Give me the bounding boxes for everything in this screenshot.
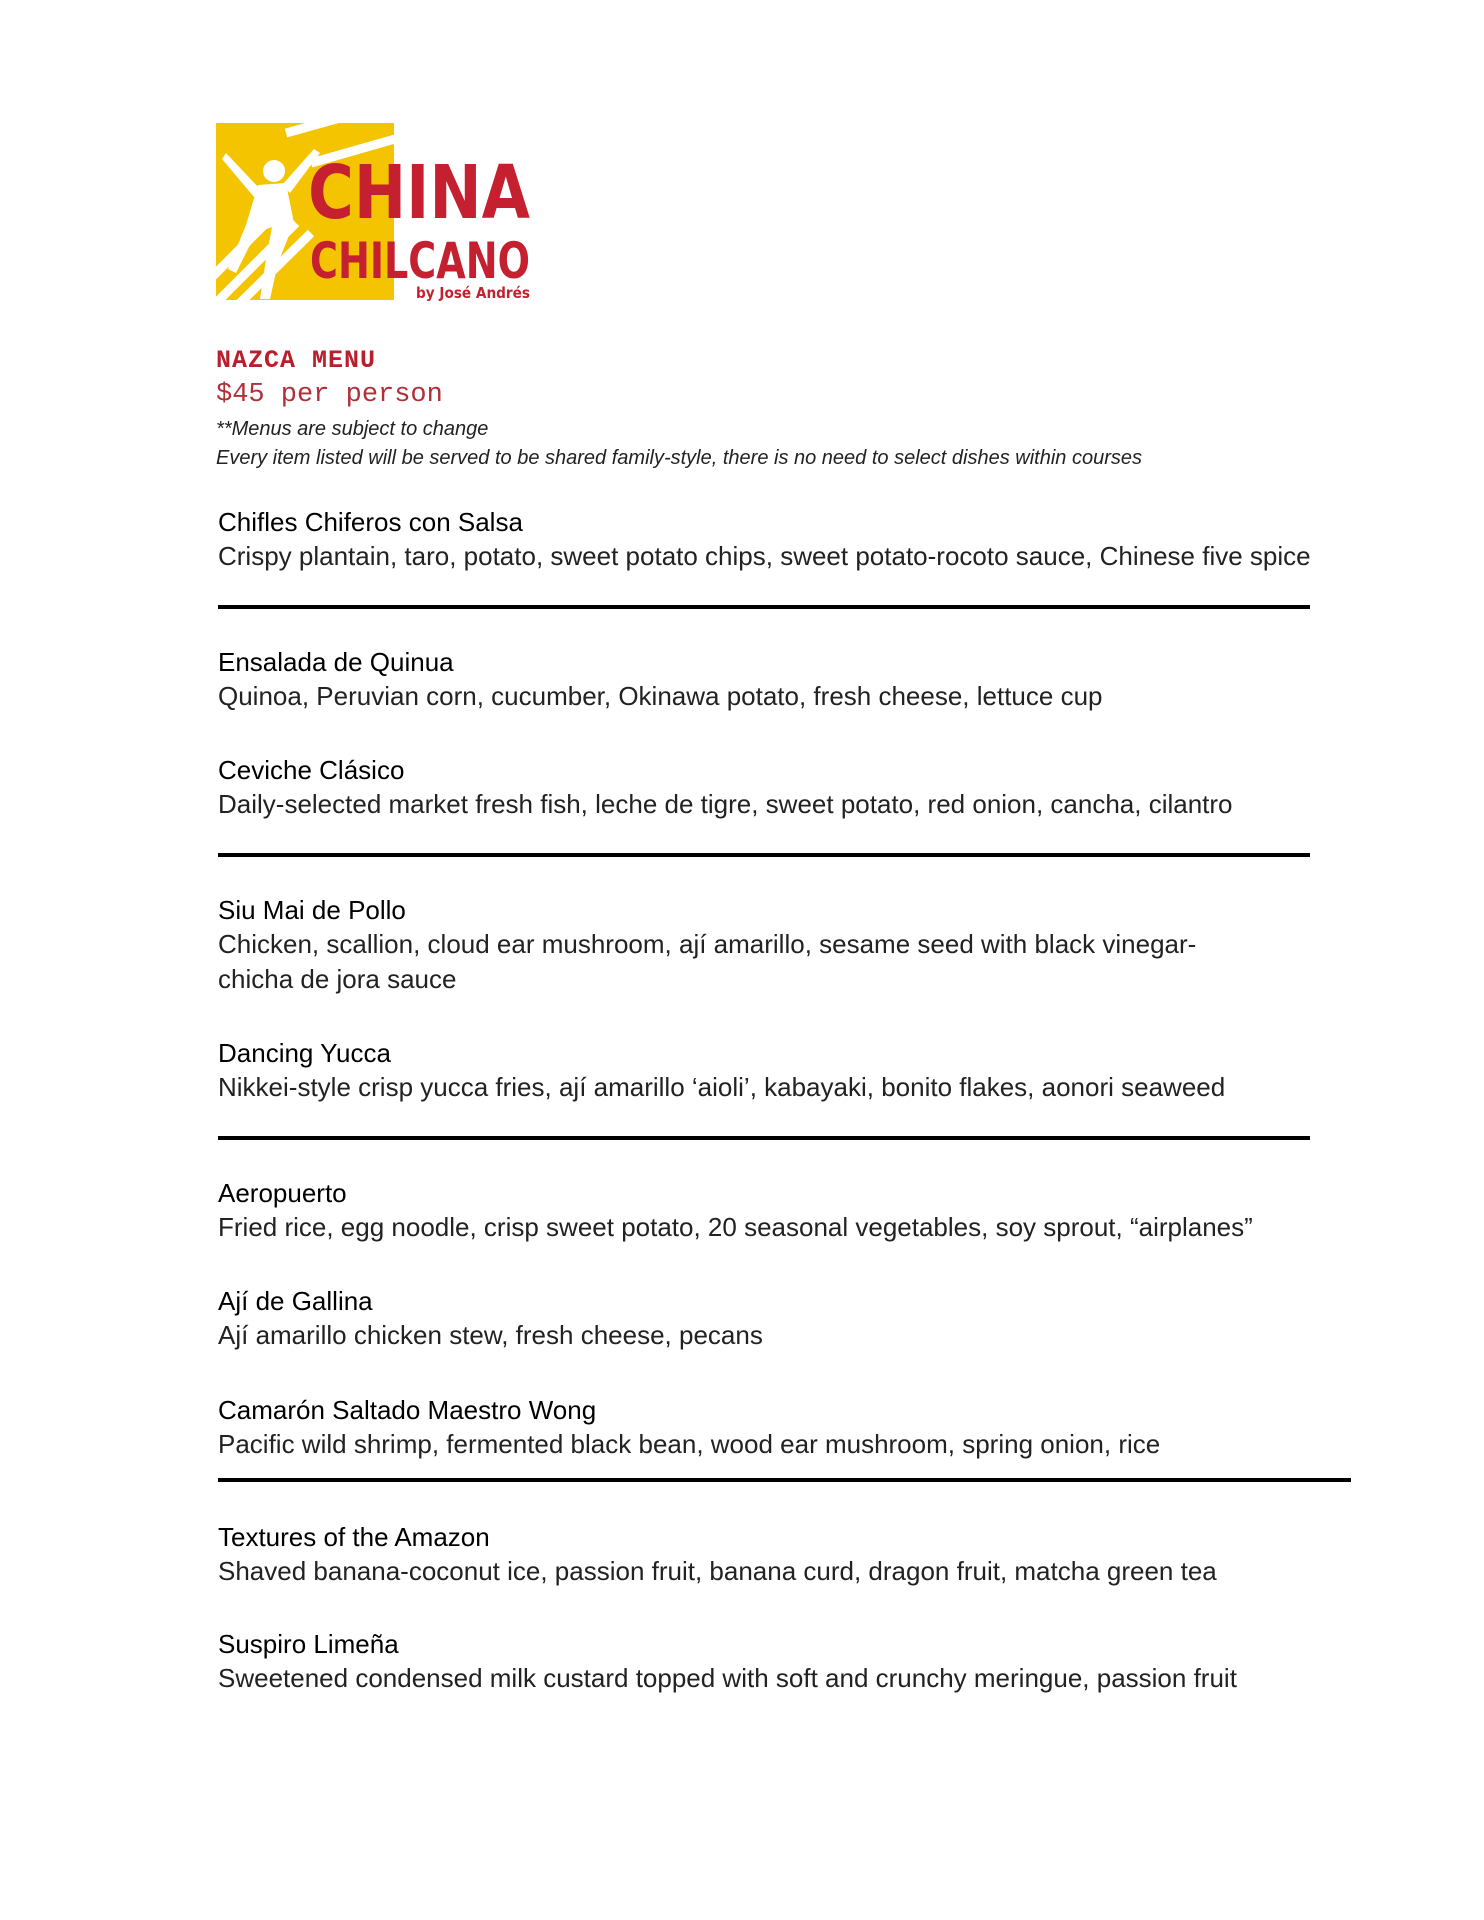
menu-item [218, 753, 1358, 822]
item-name: Aeropuerto [218, 1178, 347, 1208]
item-description: Crispy plantain, taro, potato, sweet potato chips, sweet potato-rocoto sauce, Chinese five spice [218, 541, 1311, 571]
item-description: Shaved banana-coconut ice, passion fruit, banana curd, dragon fruit, matcha green tea [218, 1556, 1217, 1586]
item-name: Suspiro Limeña [218, 1629, 399, 1659]
menu-item [218, 1520, 1358, 1589]
item-name: Textures of the Amazon [218, 1522, 490, 1552]
item-name: Ají de Gallina [218, 1286, 373, 1316]
section-divider [218, 1478, 1351, 1482]
item-description: Daily-selected market fresh fish, leche de tigre, sweet potato, red onion, cancha, cilantro [218, 789, 1233, 819]
menu-item [218, 1176, 1358, 1245]
item-description: Pacific wild shrimp, fermented black bean, wood ear mushroom, spring onion, rice [218, 1429, 1161, 1459]
item-description: Ají amarillo chicken stew, fresh cheese, pecans [218, 1320, 763, 1350]
section-divider [218, 1136, 1310, 1140]
china-chilcano-logo [216, 123, 536, 303]
item-description: Fried rice, egg noodle, crisp sweet potato, 20 seasonal vegetables, soy sprout, “airplanes” [218, 1212, 1253, 1242]
menu-item [218, 893, 1228, 997]
logo-line2: CHILCANO [310, 232, 530, 290]
menu-item [218, 1627, 1358, 1696]
item-name: Chifles Chiferos con Salsa [218, 507, 523, 537]
menu-item [218, 645, 1358, 714]
logo-byline: by José Andrés [416, 284, 531, 302]
menu-item [218, 1036, 1358, 1105]
item-description: Sweetened condensed milk custard topped with soft and crunchy meringue, passion fruit [218, 1663, 1237, 1693]
item-name: Siu Mai de Pollo [218, 895, 406, 925]
menu-item [218, 505, 1358, 574]
menu-item [218, 1284, 1358, 1353]
menu-item [218, 1393, 1358, 1462]
note-family-style: Every item listed will be served to be shared family-style, there is no need to select dishes within courses [216, 447, 1142, 469]
item-name: Dancing Yucca [218, 1038, 391, 1068]
note-subject-to-change: **Menus are subject to change [216, 418, 489, 440]
menu-price: $45 per person [216, 380, 443, 410]
menu-title: NAZCA MENU [216, 346, 377, 375]
item-name: Ensalada de Quinua [218, 647, 454, 677]
item-name: Ceviche Clásico [218, 755, 405, 785]
item-description: Chicken, scallion, cloud ear mushroom, ají amarillo, sesame seed with black vinegar-chicha de jora sauce [218, 929, 1197, 994]
item-name: Camarón Saltado Maestro Wong [218, 1395, 597, 1425]
item-description: Nikkei-style crisp yucca fries, ají amarillo ‘aioli’, kabayaki, bonito flakes, aonori seaweed [218, 1072, 1226, 1102]
item-description: Quinoa, Peruvian corn, cucumber, Okinawa potato, fresh cheese, lettuce cup [218, 681, 1103, 711]
logo-line1: CHINA [308, 150, 530, 236]
section-divider [218, 605, 1310, 609]
section-divider [218, 853, 1310, 857]
